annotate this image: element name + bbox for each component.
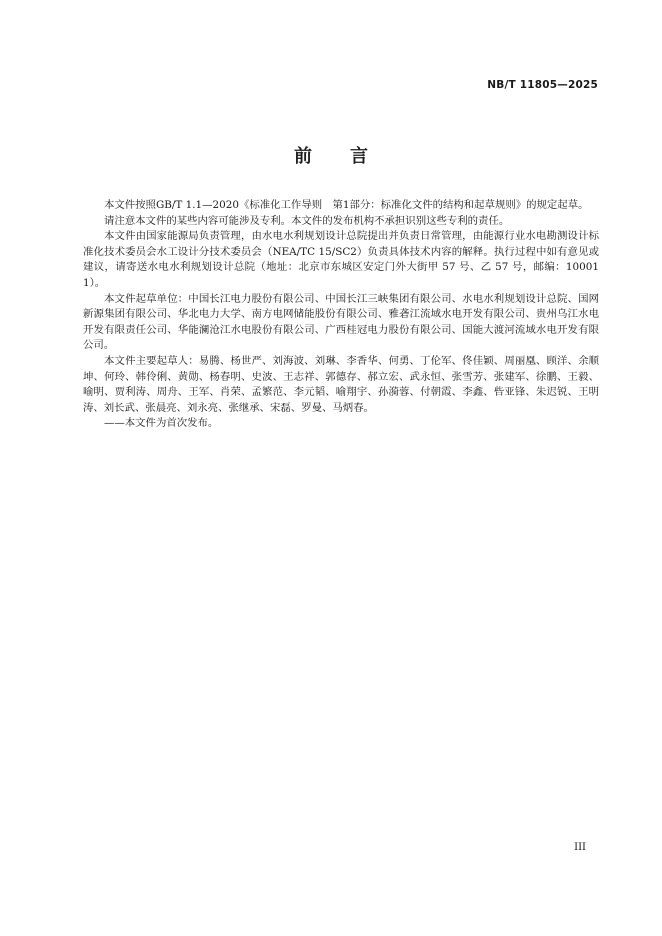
foreword-body bbox=[83, 198, 599, 432]
paragraph-drafting-units: 本文件起草单位：中国长江电力股份有限公司、中国长江三峡集团有限公司、水电水利规划设计总院、国网新源集团有限公司、华北电力大学、南方电网储能股份有限公司、雅砻江流域水电开发有限公司、贵州乌江水电开发有限责任公司、华能澜沧江水电股份有限公司、广西桂冠电力股份有限公司、国能大渡河流域水电开发有限公司。 bbox=[83, 292, 599, 352]
standard-number: NB/T 11805—2025 bbox=[487, 79, 598, 91]
page-number: III bbox=[574, 842, 586, 853]
page-title: 前言 bbox=[294, 146, 406, 167]
paragraph-patent-notice: 请注意本文件的某些内容可能涉及专利。本文件的发布机构不承担识别这些专利的责任。 bbox=[104, 214, 510, 227]
paragraph-first-release: ——本文件为首次发布。 bbox=[104, 417, 219, 430]
paragraph-drafting-rules: 本文件按照GB/T 1.1—2020《标准化工作导则 第1部分：标准化文件的结构和起草规则》的规定起草。 bbox=[104, 199, 589, 211]
paragraph-drafters: 本文件主要起草人：易腾、杨世严、刘海波、刘琳、李香华、何勇、丁伦军、佟佳颖、周丽凰、顾洋、余顺坤、何玲、韩伶俐、黄勋、杨春明、史波、王志祥、郭德存、郝立宏、武永恒、张雪芳、张建军、徐鹏、王毅、喻明、贾利涛、周舟、王军、肖荣、孟繁范、李元韬、喻翔宇、孙漪蓉、付朝霞、李鑫、呰亚锋、朱迟锐、王明涛、刘长武、张晨亮、刘永亮、张继承、宋磊、罗曼、马炳春。 bbox=[83, 354, 599, 414]
paragraph-management: 本文件由国家能源局负责管理，由水电水利规划设计总院提出并负责日常管理，由能源行业水电勘测设计标准化技术委员会水工设计分技术委员会（NEA/TC 15/SC2）负责具体技术内容的解释。执行过程中如有意见或建议，请寄送水电水利规划设计总院（地址：北京市东城区安定门外大街甲 57 号、乙 57 号，邮编：100011）。 bbox=[83, 230, 599, 289]
